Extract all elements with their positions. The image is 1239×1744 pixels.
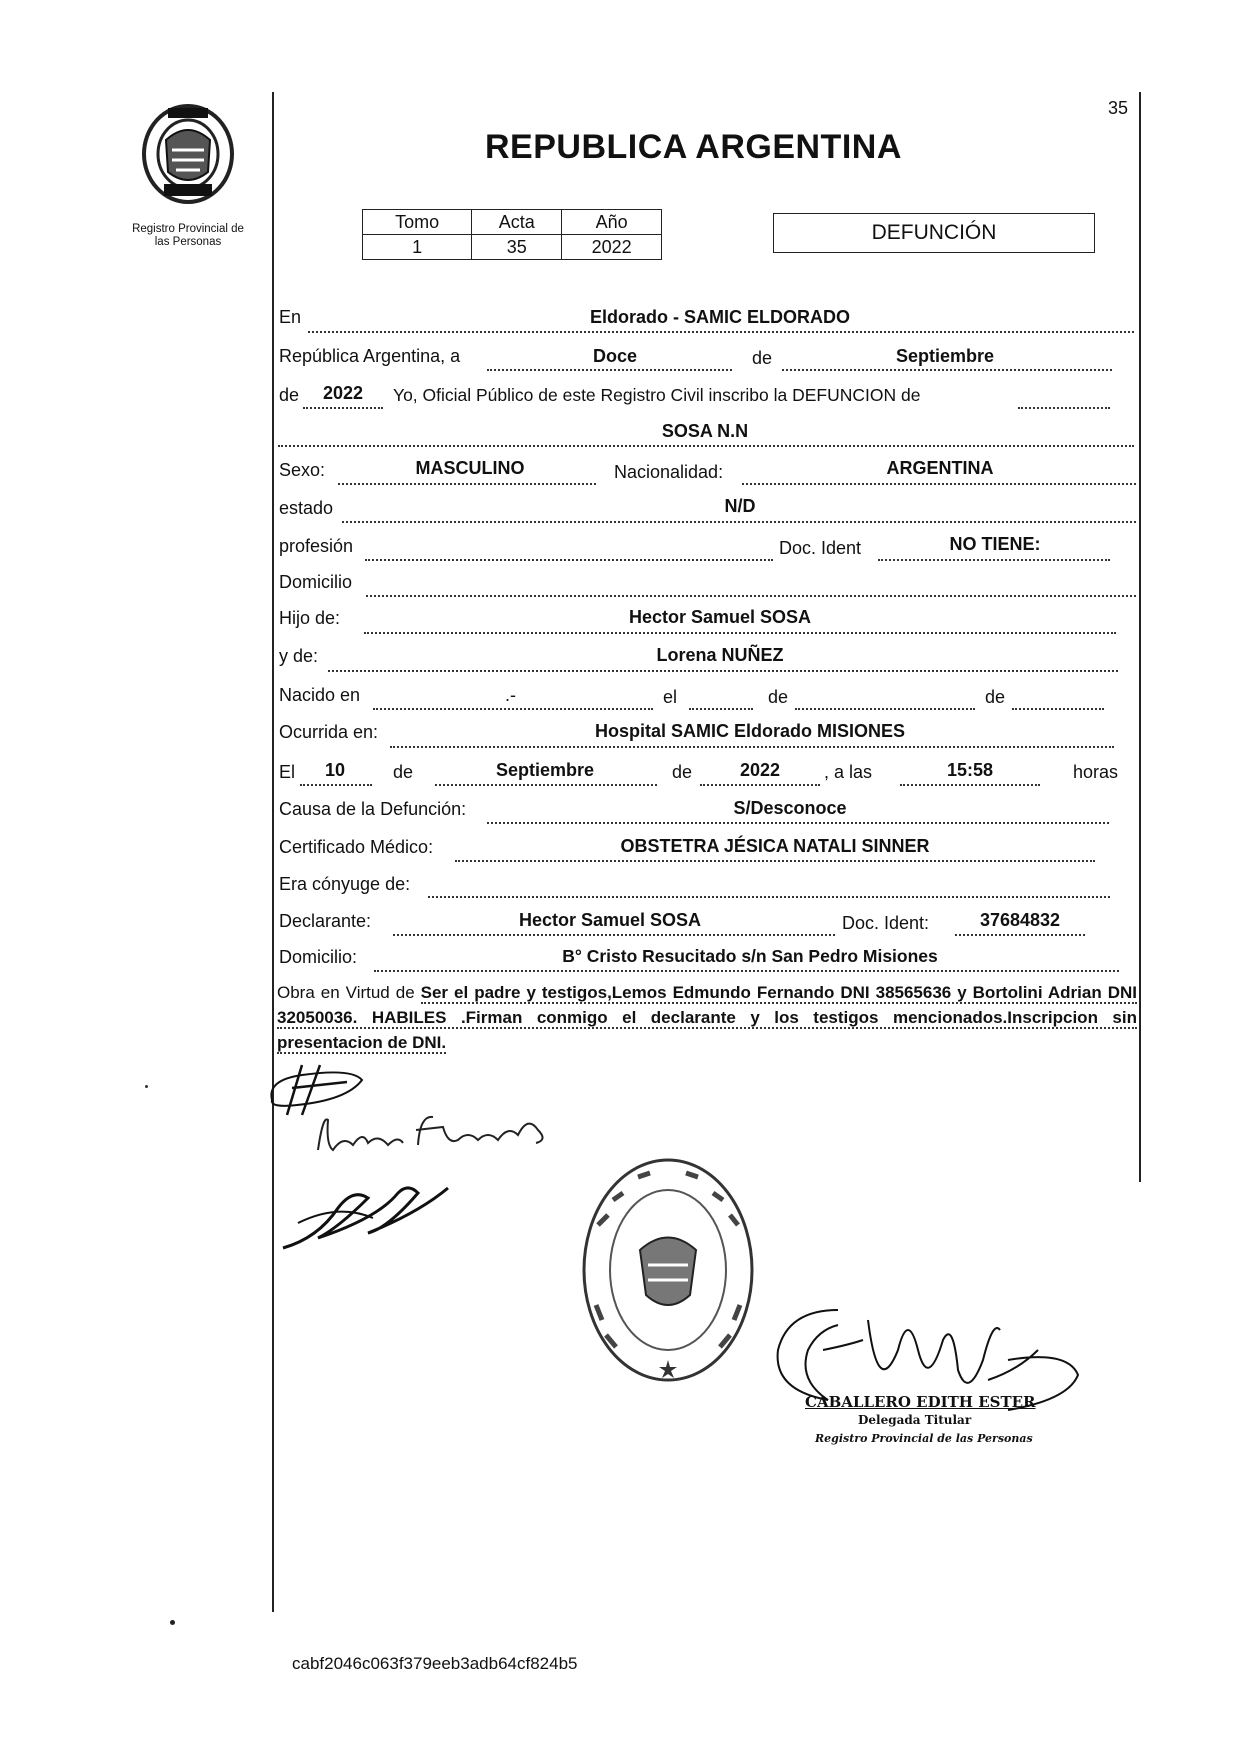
profesion-label: profesión [279, 536, 354, 556]
nacido-day-line [689, 708, 753, 710]
profesion-line [365, 559, 773, 561]
nacido-year-line [1012, 708, 1104, 710]
month-line [782, 369, 1112, 371]
obra-paragraph [277, 980, 1137, 1055]
certificado-value: OBSTETRA JÉSICA NATALI SINNER [620, 836, 930, 856]
nacionalidad-label: Nacionalidad: [614, 462, 724, 482]
declarante-label: Declarante: [279, 911, 372, 931]
obra-label: Obra en Virtud de [277, 983, 415, 1002]
domicilio-line [366, 595, 1136, 597]
document-hash: cabf2046c063f379eeb3adb64cf824b5 [292, 1654, 578, 1673]
scan-speck [170, 1620, 175, 1625]
deceased-name-line [278, 445, 1134, 447]
registry-label-line2: las Personas [154, 236, 222, 248]
death-day-value: 10 [324, 760, 346, 780]
death-time-value: 15:58 [946, 760, 994, 780]
sexo-value: MASCULINO [415, 458, 525, 478]
de-label-5: de [393, 762, 414, 782]
death-day-line [300, 784, 372, 786]
el-label-2: El [279, 762, 296, 782]
record-table [362, 209, 662, 260]
record-header-tomo: Tomo [363, 210, 472, 235]
official-name: CABALLERO EDITH ESTER [805, 1393, 1036, 1411]
death-year-line [700, 784, 820, 786]
declarante-doc-value: 37684832 [979, 910, 1061, 930]
horas-label: horas [1073, 762, 1119, 782]
record-value-acta: 35 [472, 235, 562, 260]
page-title: REPUBLICA ARGENTINA [485, 128, 902, 166]
en-label: En [279, 307, 302, 327]
death-time-line [900, 784, 1040, 786]
page-number: 35 [1108, 98, 1129, 118]
estado-value: N/D [724, 496, 756, 516]
causa-line [487, 822, 1109, 824]
nacido-dash: .- [505, 685, 516, 705]
ocurrida-value: Hospital SAMIC Eldorado MISIONES [594, 721, 906, 741]
domicilio-label-2: Domicilio: [279, 947, 358, 967]
father-value: Hector Samuel SOSA [628, 607, 812, 627]
conyuge-line [428, 896, 1110, 898]
nacido-line [373, 708, 653, 710]
year-value: 2022 [322, 383, 364, 403]
official-office: Registro Provincial de las Personas [815, 1432, 1033, 1445]
ocurrida-label: Ocurrida en: [279, 722, 379, 742]
nacionalidad-value: ARGENTINA [886, 458, 994, 478]
estado-label: estado [279, 498, 334, 518]
place-value: Eldorado - SAMIC ELDORADO [590, 307, 850, 327]
father-line [364, 632, 1116, 634]
doc-ident-label: Doc. Ident [779, 538, 862, 558]
nacido-month-line [795, 708, 975, 710]
margin-line-left [272, 92, 274, 1612]
yo-end-line [1018, 407, 1110, 409]
mother-value: Lorena NUÑEZ [656, 645, 784, 665]
de-label-6: de [672, 762, 693, 782]
de-label-3: de [768, 687, 789, 707]
death-month-line [435, 784, 657, 786]
declarante-domicilio-value: B° Cristo Resucitado s/n San Pedro Misiones [562, 946, 938, 966]
declarante-value: Hector Samuel SOSA [518, 910, 702, 930]
death-month-value: Septiembre [495, 760, 595, 780]
certificado-label: Certificado Médico: [279, 837, 434, 857]
mother-line [328, 670, 1118, 672]
record-header-ano: Año [562, 210, 662, 235]
scan-speck [145, 1085, 148, 1088]
record-value-tomo: 1 [363, 235, 472, 260]
month-value: Septiembre [895, 346, 995, 366]
witness-signature-bortolini [278, 1178, 458, 1258]
death-year-value: 2022 [739, 760, 781, 780]
day-word-value: Doce [592, 346, 637, 366]
certificado-line [455, 860, 1095, 862]
de-label-4: de [985, 687, 1006, 707]
declarante-domicilio-line [374, 970, 1119, 972]
official-title: Delegada Titular [858, 1413, 972, 1427]
hijo-de-label: Hijo de: [279, 608, 341, 628]
record-type-box [773, 213, 1095, 253]
registry-label-line1: Registro Provincial de [132, 223, 244, 235]
republica-label: República Argentina, a [279, 346, 461, 366]
el-label-1: el [663, 687, 678, 707]
place-line [308, 331, 1134, 333]
margin-line-right [1139, 92, 1141, 1182]
record-value-ano: 2022 [562, 235, 662, 260]
registry-label [108, 223, 268, 249]
declarante-doc-line [955, 934, 1085, 936]
sexo-label: Sexo: [279, 460, 326, 480]
record-header-acta: Acta [472, 210, 562, 235]
obra-text: Ser el padre y testigos,Lemos Edmundo Fernando DNI 38565636 y Bortolini Adrian DNI 32050036. HABILES .Firman conmigo el declarante y los testigos mencionados.Inscripcion sin presentacion de DNI. [277, 983, 1137, 1052]
deceased-name-value: SOSA N.N [661, 421, 749, 441]
ocurrida-line [390, 746, 1114, 748]
nacido-label: Nacido en [279, 685, 361, 705]
conyuge-label: Era cónyuge de: [279, 874, 411, 894]
nacionalidad-line [742, 483, 1136, 485]
registry-stamp [578, 1155, 758, 1385]
causa-label: Causa de la Defunción: [279, 799, 467, 819]
doc-ident-value: NO TIENE: [949, 534, 1041, 554]
year-line [303, 407, 383, 409]
declarante-line [393, 934, 835, 936]
doc-ident-label-2: Doc. Ident: [842, 913, 930, 933]
de-label-1: de [752, 348, 773, 368]
a-las-label: , a las [824, 762, 873, 782]
doc-ident-line [878, 559, 1110, 561]
estado-line [342, 521, 1136, 523]
yo-text: Yo, Oficial Público de este Registro Civil inscribo la DEFUNCION de [393, 385, 921, 405]
domicilio-label: Domicilio [279, 572, 353, 592]
sexo-line [338, 483, 596, 485]
de-label-2: de [279, 385, 300, 405]
province-seal [136, 100, 240, 208]
witness-signature-lemos [308, 1105, 558, 1165]
causa-value: S/Desconoce [733, 798, 847, 818]
record-type: DEFUNCIÓN [871, 221, 997, 244]
y-de-label: y de: [279, 646, 319, 666]
day-line [487, 369, 732, 371]
